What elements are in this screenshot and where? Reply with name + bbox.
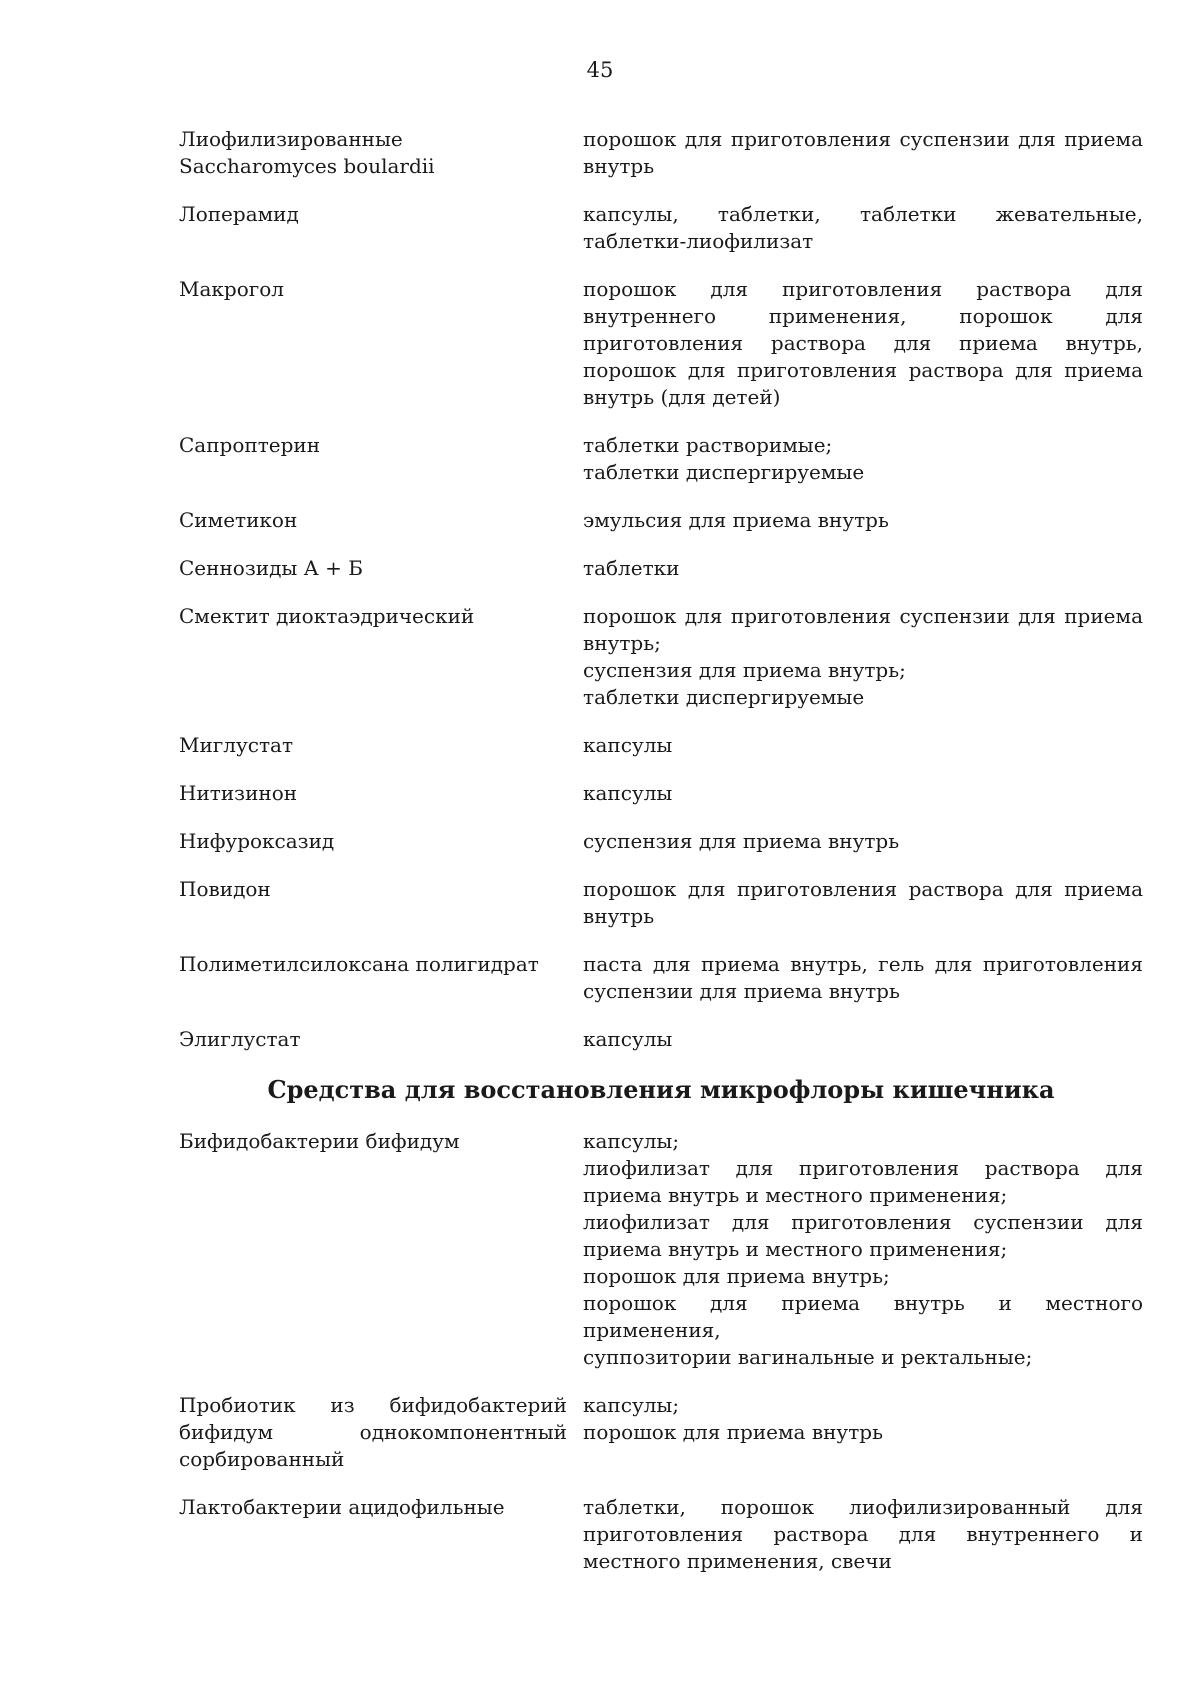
- table-row: [179, 126, 1143, 180]
- table-row: [179, 876, 1143, 930]
- drug-name: Пробиотик из бифидобактерий бифидум однокомпонентный сорбированный: [179, 1393, 567, 1471]
- dosage-forms: [583, 432, 1143, 486]
- dosage-form-line: лиофилизат для приготовления суспензии для приема внутрь и местного применения;: [583, 1210, 1143, 1261]
- dosage-forms: [583, 507, 1143, 534]
- dosage-form-line: таблетки диспергируемые: [583, 685, 865, 709]
- drug-name: Сапроптерин: [179, 433, 321, 457]
- drug-name: Лактобактерии ацидофильные: [179, 1495, 505, 1519]
- dosage-form-line: лиофилизат для приготовления раствора для приема внутрь и местного применения;: [583, 1156, 1143, 1207]
- dosage-forms: [583, 951, 1143, 1005]
- drug-name: Повидон: [179, 877, 271, 901]
- dosage-form-line: порошок для приготовления суспензии для приема внутрь;: [583, 604, 1143, 655]
- dosage-form-line: капсулы, таблетки, таблетки жевательные, таблетки-лиофилизат: [583, 202, 1143, 253]
- drug-name: Элиглустат: [179, 1027, 301, 1051]
- dosage-forms: [583, 1128, 1143, 1371]
- dosage-form-line: эмульсия для приема внутрь: [583, 508, 889, 532]
- dosage-form-line: таблетки диспергируемые: [583, 460, 865, 484]
- dosage-forms: [583, 276, 1143, 411]
- dosage-forms: [583, 876, 1143, 930]
- table-row: [179, 1026, 1143, 1053]
- dosage-forms: [583, 780, 1143, 807]
- drug-name: Лоперамид: [179, 202, 299, 226]
- dosage-form-line: капсулы: [583, 733, 673, 757]
- dosage-form-line: капсулы: [583, 1027, 673, 1051]
- drug-name: Смектит диоктаэдрический: [179, 604, 475, 628]
- dosage-form-line: порошок для приема внутрь;: [583, 1264, 890, 1288]
- table-row: [179, 951, 1143, 1005]
- section-heading: Средства для восстановления микрофлоры кишечника: [267, 1075, 1055, 1104]
- dosage-form-line: таблетки растворимые;: [583, 433, 833, 457]
- dosage-form-line: паста для приема внутрь, гель для приготовления суспензии для приема внутрь: [583, 952, 1143, 1003]
- drug-name: Макрогол: [179, 277, 284, 301]
- drug-group-b: [179, 1128, 1143, 1575]
- dosage-forms: [583, 828, 1143, 855]
- table-row: [179, 201, 1143, 255]
- table-row: [179, 603, 1143, 711]
- drug-name: Лиофилизированные Saccharomyces boulardii: [179, 127, 435, 178]
- drug-name: Бифидобактерии бифидум: [179, 1129, 460, 1153]
- dosage-form-line: порошок для приготовления раствора для приема внутрь: [583, 877, 1143, 928]
- drug-name: Нитизинон: [179, 781, 298, 805]
- dosage-forms: [583, 126, 1143, 180]
- table-row: [179, 780, 1143, 807]
- dosage-forms: [583, 1026, 1143, 1053]
- dosage-forms: [583, 555, 1143, 582]
- dosage-form-line: порошок для приема внутрь: [583, 1420, 883, 1444]
- dosage-form-line: порошок для приготовления раствора для внутреннего применения, порошок для приготовления раствора для приема внутрь, порошок для приготовления раствора для приема внутрь (для детей): [583, 277, 1143, 409]
- page-number: 45: [586, 58, 614, 82]
- dosage-form-line: суспензия для приема внутрь: [583, 829, 900, 853]
- drug-group-a: [179, 126, 1143, 1053]
- drug-name: Симетикон: [179, 508, 298, 532]
- dosage-form-line: капсулы;: [583, 1129, 680, 1153]
- dosage-form-line: таблетки, порошок лиофилизированный для приготовления раствора для внутреннего и местного применения, свечи: [583, 1495, 1143, 1573]
- drug-table: [179, 126, 1143, 1596]
- dosage-forms: [583, 1392, 1143, 1446]
- table-row: [179, 507, 1143, 534]
- dosage-form-line: таблетки: [583, 556, 680, 580]
- table-row: [179, 732, 1143, 759]
- dosage-form-line: капсулы: [583, 781, 673, 805]
- table-row: [179, 1128, 1143, 1371]
- dosage-form-line: порошок для приема внутрь и местного применения,: [583, 1291, 1143, 1342]
- table-row: [179, 432, 1143, 486]
- table-row: [179, 1392, 1143, 1473]
- dosage-form-line: капсулы;: [583, 1393, 680, 1417]
- table-row: [179, 555, 1143, 582]
- dosage-form-line: суспензия для приема внутрь;: [583, 658, 906, 682]
- dosage-forms: [583, 603, 1143, 711]
- dosage-form-line: суппозитории вагинальные и ректальные;: [583, 1345, 1033, 1369]
- table-row: [179, 1494, 1143, 1575]
- dosage-form-line: порошок для приготовления суспензии для приема внутрь: [583, 127, 1143, 178]
- table-row: [179, 276, 1143, 411]
- drug-name: Сеннозиды А + Б: [179, 556, 363, 580]
- drug-name: Миглустат: [179, 733, 294, 757]
- dosage-forms: [583, 732, 1143, 759]
- drug-name: Полиметилсилоксана полигидрат: [179, 952, 539, 976]
- dosage-forms: [583, 201, 1143, 255]
- drug-name: Нифуроксазид: [179, 829, 335, 853]
- dosage-forms: [583, 1494, 1143, 1575]
- table-row: [179, 828, 1143, 855]
